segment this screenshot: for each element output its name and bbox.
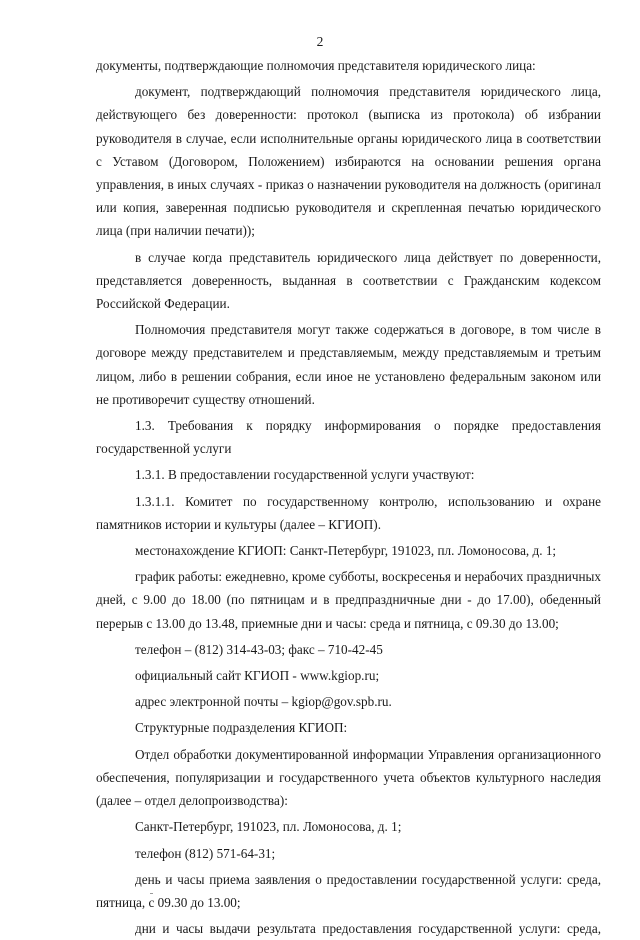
document-body — [96, 54, 601, 940]
paragraph: график работы: ежедневно, кроме субботы, воскресенья и нерабочих праздничных дней, с 9.00 до 18.00 (по пятницам и в предпраздничные дни - до 17.00), обеденный перерыв с 13.00 до 13.48, приемные дни и часы: среда и пятница, с 09.30 до 13.00; — [96, 569, 601, 631]
paragraph: телефон (812) 571-64-31; — [135, 845, 276, 861]
scan-artifact — [150, 893, 153, 894]
paragraph: Санкт-Петербург, 191023, пл. Ломоносова, д. 1; — [135, 819, 402, 835]
paragraph: официальный сайт КГИОП - www.kgiop.ru; — [135, 668, 380, 684]
paragraph: день и часы приема заявления о предоставлении государственной услуги: среда, пятница, с 09.30 до 13.00; — [96, 871, 601, 910]
paragraph: 1.3.1. В предоставлении государственной услуги участвуют: — [135, 467, 475, 483]
paragraph: дни и часы выдачи результата предоставления государственной услуги: среда, — [135, 921, 601, 937]
paragraph: Отдел обработки документированной информации Управления организационного обеспечения, популяризации и государственного учета объектов культурного наследия (далее – отдел делопроизводства): — [96, 746, 601, 809]
paragraph: адрес электронной почты – kgiop@gov.spb.ru. — [135, 694, 392, 710]
paragraph: документ, подтверждающий полномочия представителя юридического лица, действующего без доверенности: протокол (выписка из протокола) об избрании руководителя в случае, если исполнительные органы юридического лица в соответствии с Уставом (Договором, Положением) избираются на основании решения органа управления, в иных случаях - приказ о назначении руководителя на должность (оригинал или копия, заверенная подписью руководителя и скрепленная печатью юридического лица (при наличии печати)); — [96, 84, 601, 239]
paragraph: телефон – (812) 314-43-03; факс – 710-42-45 — [135, 641, 383, 657]
paragraph: Структурные подразделения КГИОП: — [135, 720, 348, 736]
paragraph: документы, подтверждающие полномочия представителя юридического лица: — [96, 58, 536, 73]
paragraph: 1.3.1.1. Комитет по государственному контролю, использованию и охране памятников истории и культуры (далее – КГИОП). — [96, 493, 601, 532]
paragraph: в случае когда представитель юридического лица действует по доверенности, представляется доверенность, выданная в соответствии с Гражданским кодексом Российской Федерации. — [96, 249, 601, 312]
page-number: 2 — [316, 34, 324, 49]
paragraph: 1.3. Требования к порядку информирования о порядке предоставления государственной услуги — [96, 418, 601, 457]
paragraph: Полномочия представителя могут также содержаться в договоре, в том числе в договоре между представителем и представляемым, между представляемым и третьим лицом, либо в решении собрания, если иное не установлено федеральным законом или не противоречит существу отношений. — [96, 322, 601, 407]
paragraph: местонахождение КГИОП: Санкт-Петербург, 191023, пл. Ломоносова, д. 1; — [135, 543, 557, 559]
